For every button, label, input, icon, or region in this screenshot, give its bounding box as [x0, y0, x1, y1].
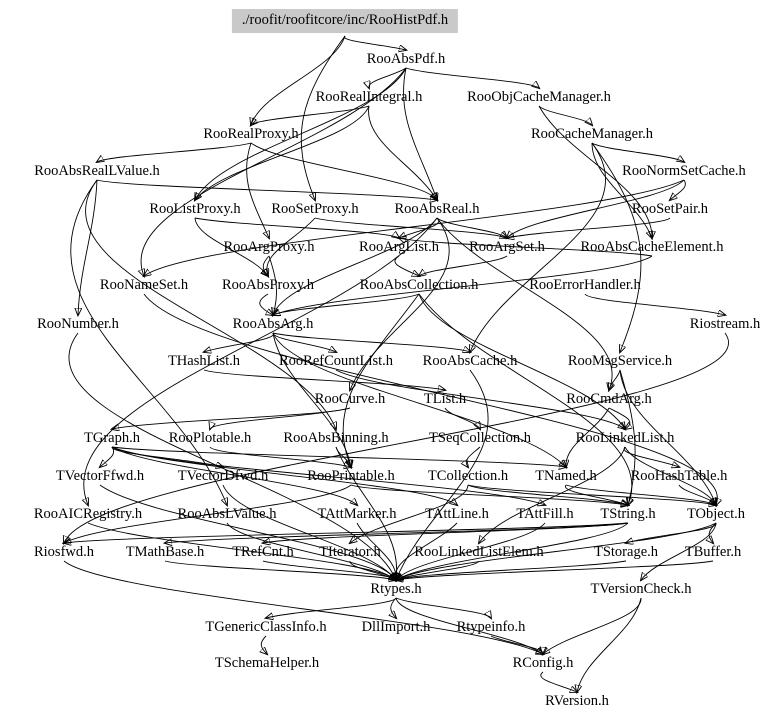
graph-node-RooArgSet[interactable]: RooArgSet.h: [469, 239, 545, 256]
graph-node-TVersionCheck[interactable]: TVersionCheck.h: [590, 581, 692, 598]
graph-node-RooSetProxy[interactable]: RooSetProxy.h: [271, 201, 359, 218]
graph-node-RooCacheManager[interactable]: RooCacheManager.h: [530, 126, 654, 143]
graph-node-TGenericClassInfo[interactable]: TGenericClassInfo.h: [205, 619, 327, 636]
edge-root-to-RooAbsPdf: [344, 36, 406, 50]
graph-node-TVectorDfwd[interactable]: TVectorDfwd.h: [177, 468, 269, 485]
graph-node-RooAbsProxy[interactable]: RooAbsProxy.h: [221, 277, 315, 294]
edge-RooArgSet-to-RooAbsCollection: [419, 256, 507, 276]
edge-TString-to-Riosfwd: [64, 523, 628, 543]
graph-node-TAttFill[interactable]: TAttFill.h: [516, 506, 574, 523]
graph-node-RooHashTable[interactable]: RooHashTable.h: [630, 468, 728, 485]
edge-TGraph-to-TVectorFfwd: [100, 447, 114, 467]
edge-RooLinkedList-to-RooHashTable: [624, 447, 679, 467]
graph-node-TStorage[interactable]: TStorage.h: [593, 544, 659, 561]
graph-node-RooAbsBinning[interactable]: RooAbsBinning.h: [283, 430, 389, 447]
edge-RooMsgService-to-RooCmdArg: [609, 370, 620, 390]
graph-node-RConfig[interactable]: RConfig.h: [512, 655, 574, 672]
graph-node-TGraph[interactable]: TGraph.h: [84, 430, 140, 447]
edge-TString-to-TMathBase: [165, 523, 628, 543]
graph-node-RooArgProxy[interactable]: RooArgProxy.h: [223, 239, 315, 256]
edge-RooAbsRealLValue-to-RooAbsReal: [97, 180, 437, 200]
edge-RooAbsProxy-to-RooAbsArg: [260, 294, 273, 315]
graph-node-RooAbsReal[interactable]: RooAbsReal.h: [394, 201, 480, 218]
edge-Rtypes-to-Rtypeinfo: [396, 598, 491, 618]
graph-node-TObject[interactable]: TObject.h: [686, 506, 746, 523]
graph-node-RooNormSetCache[interactable]: RooNormSetCache.h: [622, 163, 746, 180]
graph-node-RooCmdArg[interactable]: RooCmdArg.h: [566, 391, 652, 408]
edge-RooAbsArg-to-RooRefCountList: [273, 333, 336, 352]
edge-RooAbsReal-to-RooArgSet: [437, 218, 507, 238]
edge-RooRealProxy-to-RooAbsRealLValue: [97, 143, 251, 162]
graph-node-RooListProxy[interactable]: RooListProxy.h: [149, 201, 241, 218]
edge-TGenericClassInfo-to-TSchemaHelper: [261, 636, 267, 654]
graph-node-RooCurve[interactable]: RooCurve.h: [314, 391, 386, 408]
edge-RooAbsArg-to-RooAbsCache: [273, 333, 470, 352]
edge-RooSetPair-to-RooArgSet: [507, 218, 670, 238]
graph-node-RooErrorHandler[interactable]: RooErrorHandler.h: [529, 277, 641, 294]
graph-node-RVersion[interactable]: RVersion.h: [545, 693, 609, 710]
edge-TCollection-to-TObject: [468, 485, 716, 505]
edge-RooListProxy-to-RooArgList: [195, 218, 399, 238]
graph-node-TRefCnt[interactable]: TRefCnt.h: [232, 544, 294, 561]
edge-RooRealProxy-to-RooAbsReal: [251, 143, 437, 200]
edge-RooCurve-to-TGraph: [112, 408, 350, 429]
graph-node-TMathBase[interactable]: TMathBase.h: [125, 544, 205, 561]
graph-node-RooAbsRealLValue[interactable]: RooAbsRealLValue.h: [34, 163, 160, 180]
graph-node-Rtypeinfo[interactable]: Rtypeinfo.h: [456, 619, 526, 636]
edge-RConfig-to-RVersion: [541, 672, 577, 692]
graph-node-RooRealIntegral[interactable]: RooRealIntegral.h: [315, 89, 423, 106]
graph-node-RooPlotable[interactable]: RooPlotable.h: [168, 430, 252, 447]
edge-TGraph-to-TNamed: [112, 447, 566, 467]
graph-node-RooRefCountList[interactable]: RooRefCountList.h: [279, 353, 393, 370]
graph-node-TAttMarker[interactable]: TAttMarker.h: [317, 506, 397, 523]
graph-node-RooPrintable[interactable]: RooPrintable.h: [307, 468, 395, 485]
edge-RooAbsPdf-to-RooAbsReal: [403, 68, 437, 200]
graph-node-RooSetPair[interactable]: RooSetPair.h: [631, 201, 709, 218]
graph-node-TString[interactable]: TString.h: [600, 506, 656, 523]
graph-node-TBuffer[interactable]: TBuffer.h: [684, 544, 742, 561]
edge-RooAbsPdf-to-RooObjCacheManager: [406, 68, 539, 88]
edge-TGraph-to-TAttLine: [112, 447, 457, 505]
edge-RooCacheManager-to-RooNormSetCache: [592, 143, 684, 162]
graph-node-TNamed[interactable]: TNamed.h: [535, 468, 597, 485]
graph-node-RooLinkedList[interactable]: RooLinkedList.h: [575, 430, 675, 447]
graph-node-TAttLine[interactable]: TAttLine.h: [425, 506, 489, 523]
graph-node-RooAbsCollection[interactable]: RooAbsCollection.h: [359, 277, 479, 294]
graph-node-Riosfwd[interactable]: Riosfwd.h: [33, 544, 95, 561]
graph-node-RooArgList[interactable]: RooArgList.h: [359, 239, 439, 256]
graph-node-RooAICRegistry[interactable]: RooAICRegistry.h: [33, 506, 143, 523]
graph-node-RooMsgService[interactable]: RooMsgService.h: [567, 353, 673, 370]
edge-root-to-RooRealProxy: [251, 36, 345, 125]
graph-node-RooAbsLValue[interactable]: RooAbsLValue.h: [177, 506, 277, 523]
graph-node-TIterator[interactable]: TIterator.h: [319, 544, 381, 561]
edge-RooRealIntegral-to-RooAbsReal: [369, 106, 437, 200]
edge-TList-to-TSeqCollection: [445, 408, 480, 429]
graph-node-RooRealProxy[interactable]: RooRealProxy.h: [203, 126, 299, 143]
edge-RooAbsCollection-to-RooAbsArg: [273, 294, 419, 315]
edge-RooSetProxy-to-RooArgSet: [315, 218, 507, 238]
graph-node-TList[interactable]: TList.h: [423, 391, 467, 408]
edge-RooObjCacheManager-to-RooCacheManager: [539, 106, 592, 125]
edge-root-to-RooSetProxy: [301, 36, 345, 200]
graph-node-RooNumber[interactable]: RooNumber.h: [37, 316, 119, 333]
edge-RooArgProxy-to-RooAbsProxy: [263, 256, 269, 276]
edge-THashList-to-TList: [204, 370, 445, 390]
edge-RooArgList-to-RooAbsCollection: [395, 256, 419, 276]
graph-node-RooAbsArg[interactable]: RooAbsArg.h: [232, 316, 314, 333]
graph-node-TCollection[interactable]: TCollection.h: [427, 468, 509, 485]
graph-node-RooLinkedListElem[interactable]: RooLinkedListElem.h: [414, 544, 544, 561]
graph-node-TVectorFfwd[interactable]: TVectorFfwd.h: [55, 468, 145, 485]
edge-RooErrorHandler-to-Riostream: [585, 294, 725, 315]
edge-RooRealIntegral-to-RooListProxy: [195, 106, 369, 200]
graph-node-Rtypes[interactable]: Rtypes.h: [370, 581, 422, 598]
graph-node-DllImport[interactable]: DllImport.h: [361, 619, 431, 636]
graph-node-TSeqCollection[interactable]: TSeqCollection.h: [429, 430, 531, 447]
graph-node-RooAbsPdf[interactable]: RooAbsPdf.h: [366, 51, 446, 68]
edge-RooRealIntegral-to-RooRealProxy: [251, 106, 369, 125]
graph-node-RooAbsCacheElement[interactable]: RooAbsCacheElement.h: [580, 239, 724, 256]
graph-node-RooAbsCache[interactable]: RooAbsCache.h: [422, 353, 518, 370]
graph-node-Riostream[interactable]: Riostream.h: [689, 316, 761, 333]
edge-Riosfwd-to-RConfig: [64, 561, 543, 654]
graph-node-RooObjCacheManager[interactable]: RooObjCacheManager.h: [467, 89, 611, 106]
edge-RooAbsPdf-to-RooRealIntegral: [369, 68, 406, 88]
graph-node-RooNameSet[interactable]: RooNameSet.h: [99, 277, 189, 294]
edge-Rtypes-to-TGenericClassInfo: [266, 598, 396, 618]
root-node[interactable]: ./roofit/roofitcore/inc/RooHistPdf.h: [232, 9, 458, 33]
edge-RooAbsReal-to-RooAbsArg: [273, 218, 437, 315]
graph-node-THashList[interactable]: THashList.h: [167, 353, 241, 370]
graph-node-TSchemaHelper[interactable]: TSchemaHelper.h: [214, 655, 320, 672]
